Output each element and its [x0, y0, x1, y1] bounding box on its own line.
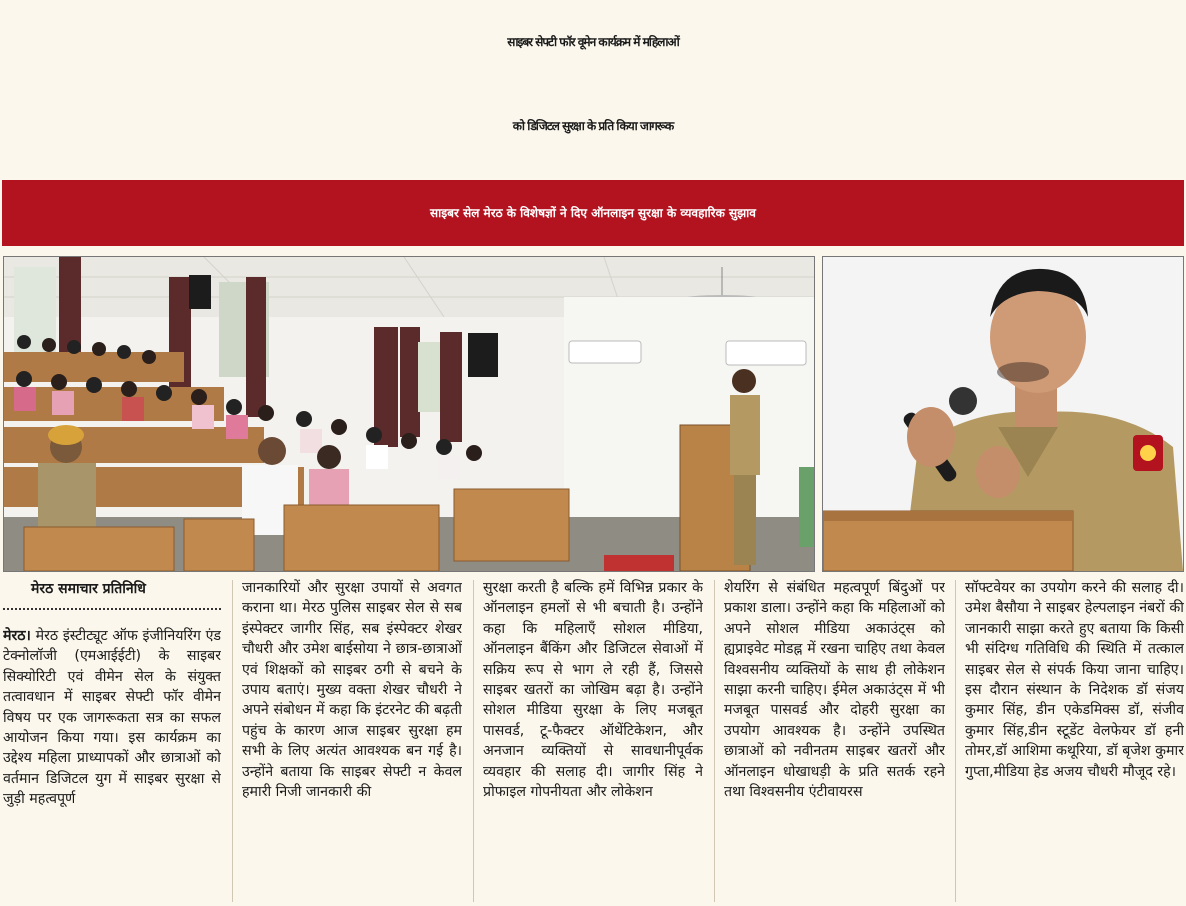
article-column-3: [483, 578, 703, 906]
article-column-4: [724, 578, 945, 906]
column-5-text: सॉफ्टवेयर का उपयोग करने की सलाह दी। उमेश बैसौया ने साइबर हेल्पलाइन नंबरों की जानकारी साझा करते हुए बताया कि किसी भी संदिग्ध गतिविधि की स्थिति में तत्काल साइबर सेल से संपर्क किया जाना चाहिए। इस दौरान संस्थान के निदेशक डॉ संजय कुमार सिंह, डीन एकेडमिक्स डॉ, संजीव कुमार सिंह,डीन स्टूडेंट वेलफेयर डॉ हनी तोमर,डॉ आशिमा कथूरिया, डॉ बृजेश कुमार गुप्ता,मीडिया हेड अजय चौधरी मौजूद रहे।: [965, 580, 1184, 780]
subheadline-bar: साइबर सेल मेरठ के विशेषज्ञों ने दिए ऑनलाइन सुरक्षा के व्यवहारिक सुझाव: [2, 180, 1184, 246]
seminar-hall-photo: [3, 256, 815, 572]
article-column-2: [242, 578, 462, 906]
officer-speaking-photo: [822, 256, 1184, 572]
headline: [0, 0, 1186, 176]
article-body: [0, 578, 1186, 906]
article-column-5: [965, 578, 1184, 906]
column-3-text: सुरक्षा करती है बल्कि हमें विभिन्न प्रकार के ऑनलाइन हमलों से भी बचाती है। उन्होंने कहा कि महिलाएँ सोशल मीडिया, ऑनलाइन बैंकिंग और डिजिटल सेवाओं में सक्रिय रूप से भाग ले रही हैं, जिससे साइबर खतरों का जोखिम बढ़ा है। उन्होंने सोशल मीडिया सुरक्षा के लिए मजबूत पासवर्ड, टू-फैक्टर ऑथेंटिकेशन, और अनजान व्यक्तियों से सावधानीपूर्वक व्यवहार की सलाह दी। जागीर सिंह ने प्रोफाइल गोपनीयता और लोकेशन: [483, 580, 703, 801]
headline-line-1: साइबर सेफ्टी फॉर वूमेन कार्यक्रम में महिलाओं: [507, 35, 679, 49]
column-4-text: शेयरिंग से संबंधित महत्वपूर्ण बिंदुओं पर प्रकाश डाला। उन्होंने कहा कि महिलाओं को अपने सोशल मीडिया अकाउंट्स को ह्यप्राइवेट मोडह्न में रखना चाहिए तथा केवल विश्वसनीय व्यक्तियों के साथ ही लोकेशन साझा करनी चाहिए। ईमेल अकाउंट्स में भी मजबूत पासवर्ड और दोहरी सुरक्षा का उपयोग आवश्यक है। उन्होंने उपस्थित छात्राओं को नवीनतम साइबर खतरों और ऑनलाइन धोखाधड़ी के प्रति सतर्क रहने तथा विश्वसनीय एंटीवायरस: [724, 580, 945, 801]
headline-line-2: को डिजिटल सुरक्षा के प्रति किया जागरूक: [512, 119, 674, 133]
byline-divider: [3, 608, 221, 610]
article-paragraph: [3, 626, 221, 810]
byline: मेरठ समाचार प्रतिनिधि: [31, 581, 146, 597]
column-1-text: मेरठ इंस्टीट्यूट ऑफ इंजीनियरिंग एंड टेक्नोलॉजी (एमआईईटी) के साइबर सिक्योरिटी एवं वीमेन सेल के संयुक्त तत्वावधान में साइबर सेफ्टी फॉर वीमेन विषय पर एक जागरूकता सत्र का सफल आयोजन किया गया। इस कार्यक्रम का उद्देश्य महिला प्राध्यापकों और छात्राओं को वर्तमान डिजिटल युग में साइबर सुरक्षा से जुड़ी महत्वपूर्ण: [3, 628, 221, 808]
column-2-text: जानकारियों और सुरक्षा उपायों से अवगत कराना था। मेरठ पुलिस साइबर सेल से सब इंस्पेक्टर जागीर सिंह, सब इंस्पेक्टर शेखर चौधरी और उमेश बाईसोया ने छात्र-छात्राओं एवं शिक्षकों को साइबर ठगी से बचने के उपाय बताएं। मुख्य वक्ता शेखर चौधरी ने अपने संबोधन में कहा कि इंटरनेट की बढ़ती पहुंच के कारण आज साइबर सुरक्षा हम सभी के लिए अत्यंत आवश्यक बन गई है। उन्होंने बताया कि साइबर सेफ्टी न केवल हमारी निजी जानकारी की: [242, 580, 462, 801]
dateline: मेरठ।: [3, 628, 31, 644]
article-column-1: [3, 578, 221, 906]
